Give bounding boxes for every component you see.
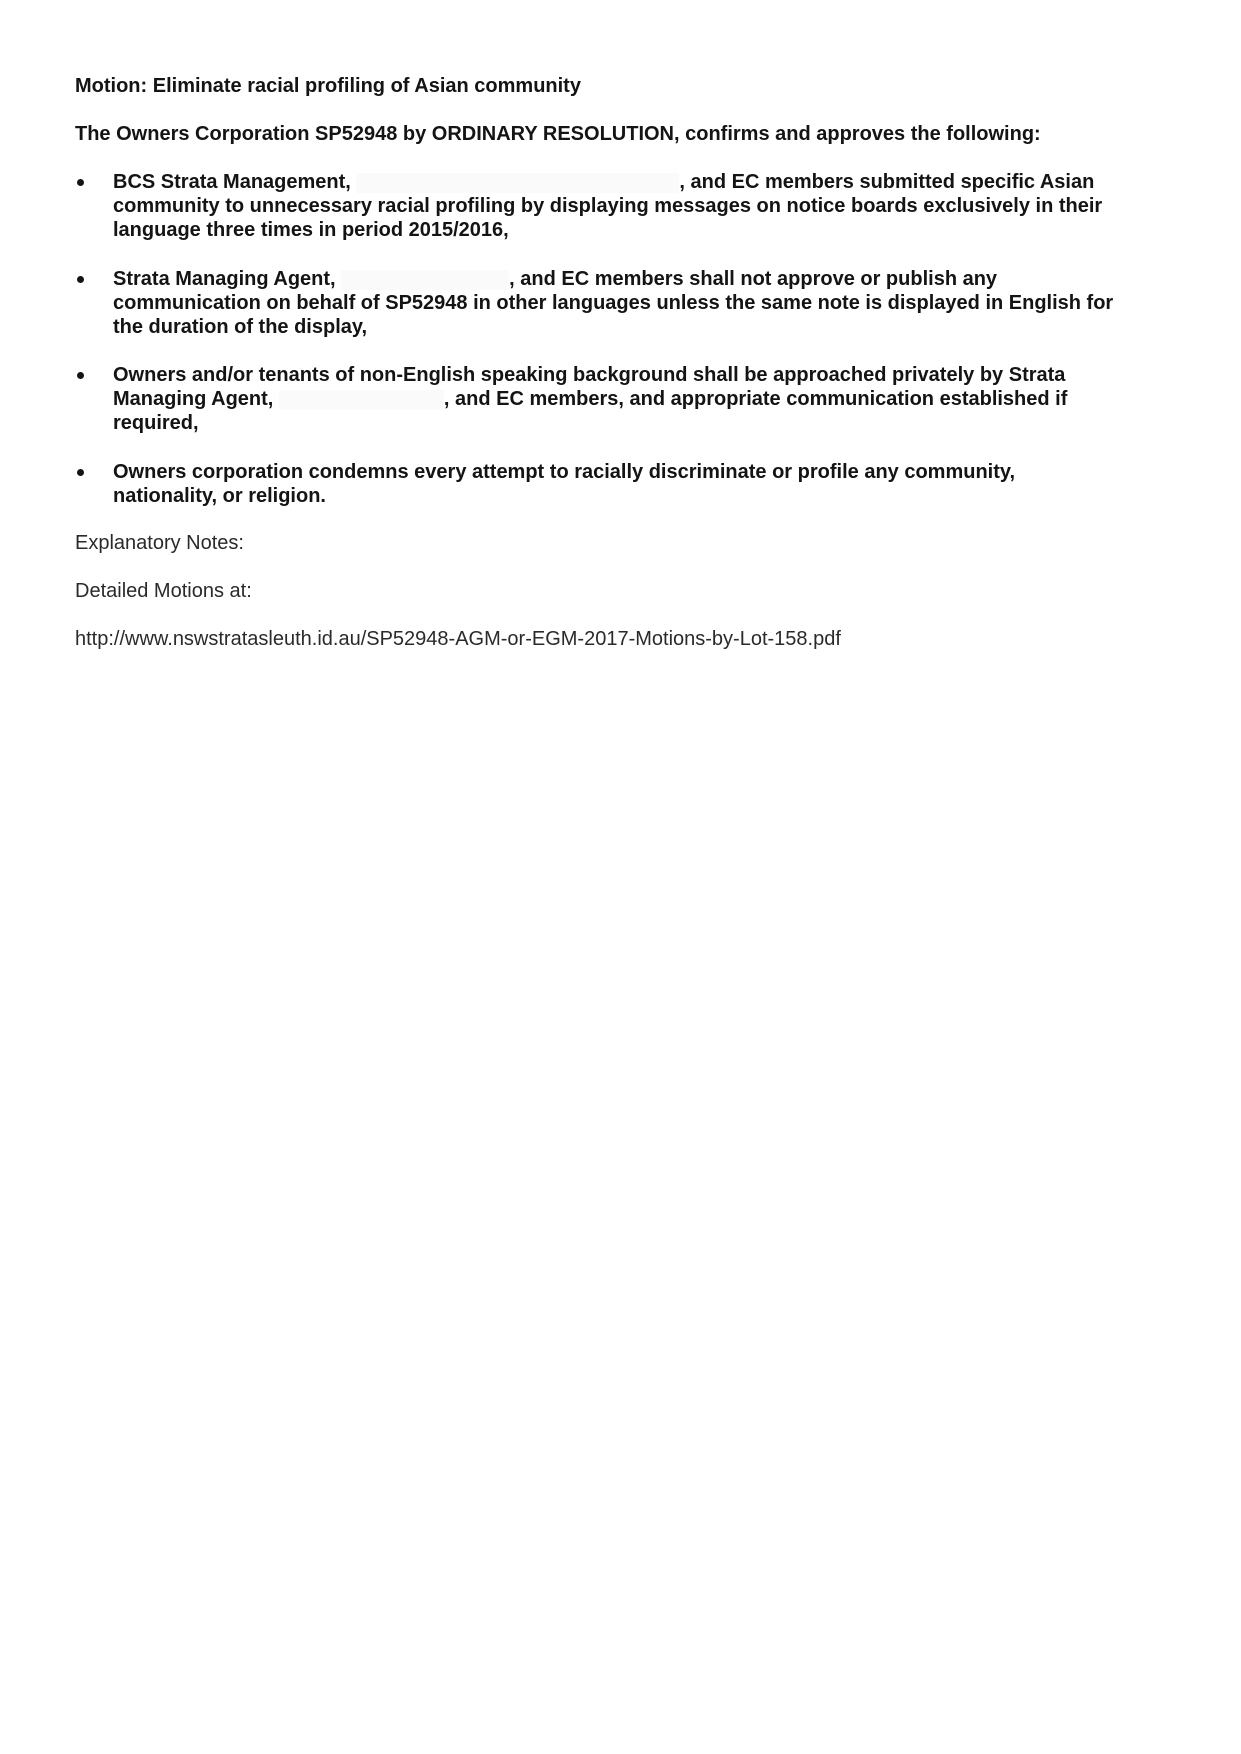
list-item-line: community to unnecessary racial profiling by displaying messages on notice boards exclusively in their (113, 195, 1103, 217)
list-item-line: language three times in period 2015/2016, (113, 219, 509, 241)
list-item-line: communication on behalf of SP52948 in other languages unless the same note is displayed in English for (113, 292, 1114, 314)
bullet-icon (77, 179, 84, 186)
list-item-line: nationality, or religion. (113, 485, 326, 507)
list-item (75, 170, 1102, 242)
line-text-before: Strata Managing Agent, (113, 268, 342, 290)
redacted-name (356, 173, 679, 193)
motion-title: Motion: Eliminate racial profiling of Asian community (75, 75, 581, 97)
line-text-before: Managing Agent, (113, 388, 279, 410)
list-item-line: Owners and/or tenants of non-English speaking background shall be approached privately by Strata (113, 364, 1066, 386)
bullet-icon (77, 276, 84, 283)
line-text-after: , and EC members submitted specific Asian (679, 171, 1095, 193)
list-item-line: the duration of the display, (113, 316, 368, 338)
list-item-line: required, (113, 412, 199, 434)
list-item (75, 363, 1067, 435)
list-item-line (113, 170, 1102, 194)
explanatory-notes-label: Explanatory Notes: (75, 532, 244, 554)
list-item (75, 267, 1113, 339)
redacted-name (341, 270, 509, 290)
bullet-icon (77, 372, 84, 379)
line-text-after: , and EC members, and appropriate communication established if (443, 388, 1068, 410)
line-text-before: BCS Strata Management, (113, 171, 357, 193)
motions-link[interactable]: http://www.nswstratasleuth.id.au/SP52948-AGM-or-EGM-2017-Motions-by-Lot-158.pdf (75, 628, 841, 650)
bullet-icon (77, 469, 84, 476)
list-item-line (113, 387, 1067, 411)
resolution-intro: The Owners Corporation SP52948 by ORDINARY RESOLUTION, confirms and approves the following: (75, 123, 1041, 145)
list-item (75, 460, 1015, 508)
detailed-motions-label: Detailed Motions at: (75, 580, 252, 602)
redacted-name (279, 390, 444, 410)
list-item-line (113, 267, 1113, 291)
list-item-line: Owners corporation condemns every attempt to racially discriminate or profile any community, (113, 461, 1016, 483)
line-text-after: , and EC members shall not approve or publish any (509, 268, 998, 290)
